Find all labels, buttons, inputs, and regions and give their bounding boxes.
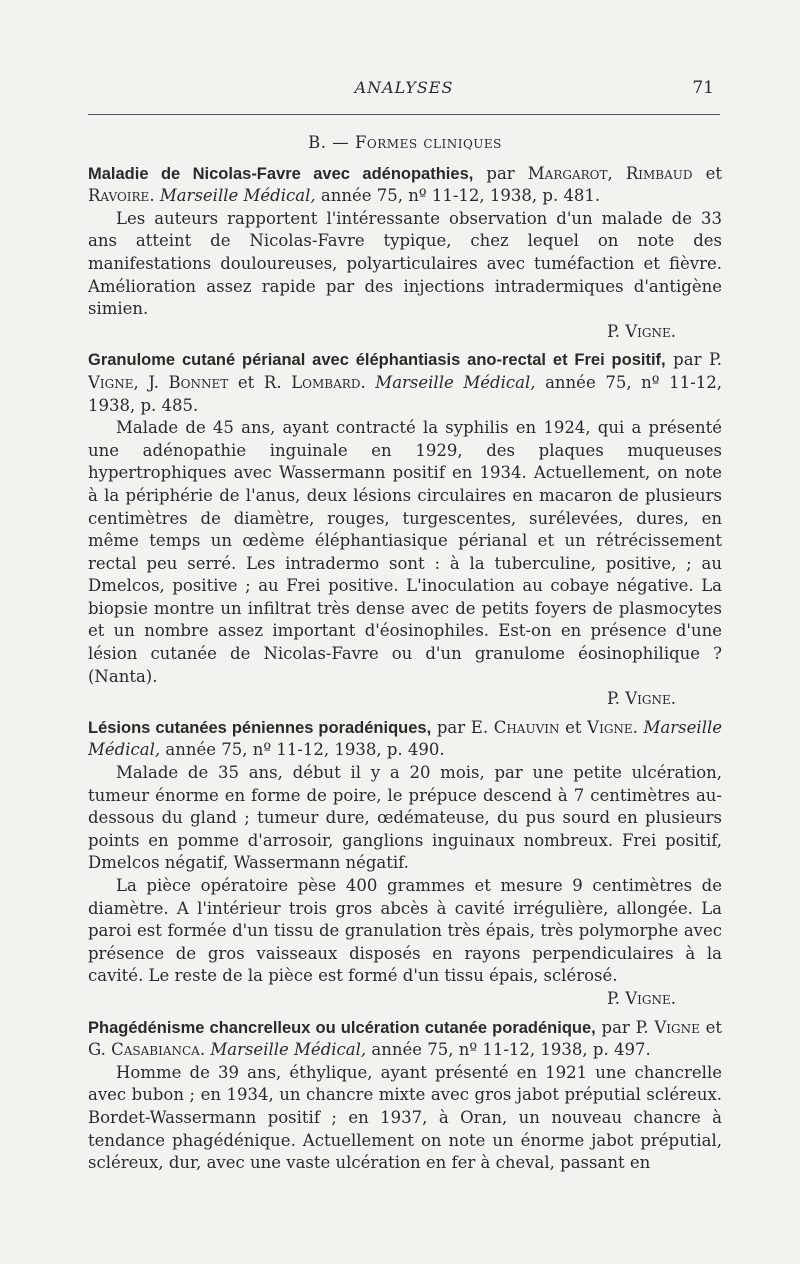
article-authors-2: Ravoire. bbox=[88, 186, 155, 206]
journal-name: Marseille Médical, bbox=[365, 372, 536, 392]
article-authors: Vigne, J. Bonnet bbox=[88, 372, 229, 392]
article-reference bbox=[88, 349, 722, 417]
ref-connector: et R. bbox=[228, 372, 292, 392]
ref-prefix: par E. bbox=[431, 717, 494, 737]
ref-prefix: par P. bbox=[665, 350, 722, 370]
ref-details: année 75, nº 11-12, 1938, p. 485. bbox=[88, 372, 722, 415]
article-authors: Margarot, Rimbaud bbox=[527, 163, 693, 183]
article bbox=[88, 1017, 722, 1175]
abstract-paragraph: Homme de 39 ans, éthylique, ayant présenté en 1921 une chancrelle avec bubon ; en 1934, un chancre mixte avec gros jabot préputial scléreux. Bordet-Wassermann positif ; en 1937, à Oran, un nouveau chancre à tendance phagédénique. Actuellement on note un énorme jabot préputial, scléreux, dur, avec une vaste ulcération en fer à cheval, passant en bbox=[88, 1062, 722, 1173]
article-list bbox=[88, 163, 722, 1175]
article-authors: Chauvin bbox=[493, 717, 560, 737]
journal-name: Marseille Médical, bbox=[88, 717, 723, 760]
ref-connector: et bbox=[559, 717, 588, 737]
ref-details: année 75, nº 11-12, 1938, p. 490. bbox=[160, 740, 445, 760]
article-authors-2: Casabianca. bbox=[111, 1040, 206, 1060]
article-reference bbox=[88, 1017, 722, 1062]
article-reference bbox=[88, 717, 722, 762]
ref-details: année 75, nº 11-12, 1938, p. 481. bbox=[315, 186, 601, 206]
article bbox=[88, 163, 722, 344]
article-authors-2: Vigne. bbox=[587, 717, 638, 737]
article-title: Granulome cutané périanal avec éléphantiasis ano-rectal et Frei positif, bbox=[88, 351, 666, 370]
ref-connector: et bbox=[692, 163, 722, 183]
reviewer-signature: P. Vigne. bbox=[607, 321, 676, 341]
article-authors: Vigne bbox=[654, 1017, 700, 1037]
page-content bbox=[88, 130, 722, 1181]
article-title: Maladie de Nicolas-Favre avec adénopathies, bbox=[88, 164, 474, 183]
ref-prefix: par P. bbox=[595, 1017, 655, 1037]
abstract-paragraph: Malade de 35 ans, début il y a 20 mois, par une petite ulcération, tumeur énorme en forme de poire, le prépuce descend à 7 centimètres au-dessous du gland ; tumeur dure, œdémateuse, du pus sourd en plusieurs points en pomme d'arrosoir, ganglions inguinaux nombreux. Frei positif, Dmelcos négatif, Wassermann négatif. bbox=[88, 763, 722, 873]
article bbox=[88, 717, 722, 1011]
reviewer-signature: P. Vigne. bbox=[607, 689, 676, 709]
page-number: 71 bbox=[692, 78, 714, 98]
ref-details: année 75, nº 11-12, 1938, p. 497. bbox=[366, 1040, 651, 1060]
section-heading bbox=[88, 132, 722, 155]
article-title: Lésions cutanées péniennes poradéniques, bbox=[88, 718, 432, 737]
running-title: ANALYSES bbox=[354, 78, 454, 97]
abstract-paragraph: Malade de 45 ans, ayant contracté la syphilis en 1924, qui a présenté une adénopathie inguinale en 1929, des plaques muqueuses hypertrophiques avec Wassermann positif en 1934. Actuellement, on note à la périphérie de l'anus, deux lésions circulaires en macaron de plusieurs centimètres de diamètre, rouges, turgescentes, surélevées, dures, en même temps un œdème éléphantiasique périanal et un rétrécissement rectal peu serré. Les intradermo sont : à la tuberculine, positive, ; au Dmelcos, positive ; au Frei positive. L'inoculation au cobaye négative. La biopsie montre un infiltrat très dense avec de petits foyers de plasmocytes et un nombre assez important d'éosinophiles. Est-on en présence d'une lésion cutanée de Nicolas-Favre ou d'un granulome éosinophilique ? (Nanta). bbox=[88, 418, 722, 686]
article-authors-2: Lombard. bbox=[291, 372, 366, 392]
abstract-paragraph: La pièce opératoire pèse 400 grammes et mesure 9 centimètres de diamètre. A l'intérieur trois gros abcès à cavité irrégulière, allongée. La paroi est formée d'un tissu de granulation très épais, très polymorphe avec présence de gros vaisseaux disposés en rayons perpendiculaires à la cavité. Le reste de la pièce est formé d'un tissu épais, sclérosé. bbox=[88, 876, 722, 986]
section-letter: B. — bbox=[308, 133, 350, 152]
reviewer-signature: P. Vigne. bbox=[607, 988, 676, 1008]
abstract-paragraph: Les auteurs rapportent l'intéressante observation d'un malade de 33 ans atteint de Nicolas-Favre typique, chez lequel on note des manifestations douloureuses, polyarticulaires avec tuméfaction et fièvre. Amélioration assez rapide par des injections intradermiques d'antigène simien. bbox=[88, 208, 722, 319]
section-title: Formes cliniques bbox=[354, 133, 502, 152]
ref-connector: et G. bbox=[88, 1017, 723, 1060]
article-reference bbox=[88, 163, 722, 208]
article bbox=[88, 349, 722, 711]
article-title: Phagédénisme chancrelleux ou ulcération cutanée poradénique, bbox=[88, 1018, 596, 1037]
journal-name: Marseille Médical, bbox=[205, 1040, 367, 1060]
journal-name: Marseille Médical, bbox=[154, 186, 316, 206]
ref-prefix: par bbox=[473, 163, 528, 183]
header-rule bbox=[88, 114, 720, 115]
page-header bbox=[88, 78, 720, 104]
